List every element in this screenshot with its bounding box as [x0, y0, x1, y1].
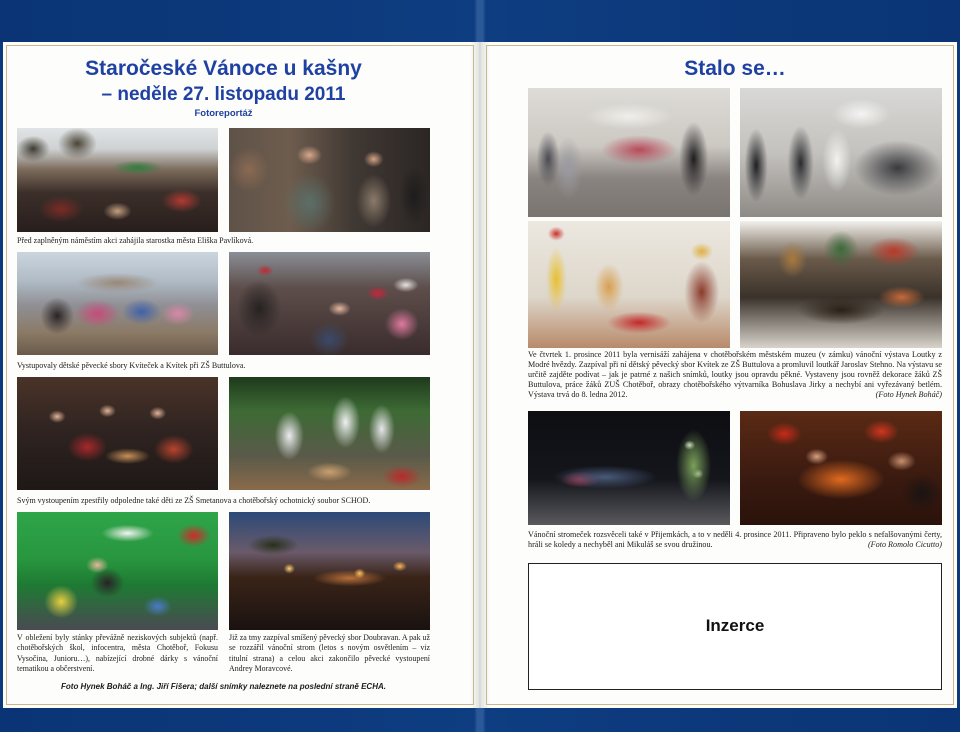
exhibition-text: Ve čtvrtek 1. prosince 2011 byla vernisáží zahájena v chotěbořském městském muzeu (v zámku) vánoční výstava Loutky z Modré hvězdy. Zazpíval při ní dětský pěvecký sbor Kvítek ze ZŠ Buttulova a promluvil loutkář Jaroslav Stehno. Na výstavu se určitě zajděte podívat – jak je patrné z našich snímků, loutky jsou opravdu pěkné. Vystaveny jsou rovněž dekorace žáků ZŠ Buttulova, práce žáků ZUŠ Chotěboř, obrazy chotěbořského výtvarníka Bohuslava Jirky a nechybí ani vyřezávaný betlém. Výstava trvá do 8. ledna 2012.: [528, 350, 942, 399]
left-page-subtitle: – neděle 27. listopadu 2011: [101, 84, 346, 105]
top-blue-band: [0, 0, 960, 42]
photo-tree-lighting: [528, 411, 730, 525]
advertisement-box: [528, 563, 942, 690]
caption-choirs: Vystupovaly dětské pěvecké sbory Kvíteček a Kvítek při ZŠ Buttulova.: [17, 361, 246, 370]
photo-mayor-speech: [229, 128, 430, 232]
caption-opening: Před zaplněným náměstím akci zahájila starostka města Eliška Pavlíková.: [17, 236, 254, 245]
photo-opening-crowd: [17, 128, 218, 232]
photo-devils: [740, 411, 942, 525]
photo-choir-singers: [229, 252, 430, 355]
tree-lighting-credit: (Foto Romolo Cicutto): [867, 539, 942, 549]
tree-lighting-article: [528, 530, 942, 550]
caption-performances: Svým vystoupením zpestřily odpoledne také děti ze ZŠ Smetanova a chotěbořský ochotnický soubor SCHOD.: [17, 496, 371, 505]
photo-nativity-play: [229, 377, 430, 490]
photo-evening-square: [229, 512, 430, 630]
photo-museum-guests: [740, 88, 942, 217]
photo-children-choir: [17, 252, 218, 355]
photo-puppet-scene: [528, 221, 730, 348]
bottom-blue-band: [0, 708, 960, 732]
exhibition-credit: (Foto Hynek Boháč): [875, 389, 942, 399]
photo-market-stalls: [17, 512, 218, 630]
left-page-title: Staročeské Vánoce u kašny: [85, 57, 362, 80]
photo-museum-vernissage: [528, 88, 730, 217]
left-page-kicker: Fotoreportáž: [194, 108, 253, 119]
photo-guitar-children: [17, 377, 218, 490]
caption-evening: Již za tmy zazpíval smíšený pěvecký sbor Doubravan. A pak už se rozzářil vánoční strom (letos s novým osvětlením – viz titulní strana) a celou akci zakončilo pěvecké vystoupení Andrey Moravcové.: [229, 633, 430, 674]
advertisement-label: Inzerce: [705, 616, 765, 635]
caption-stalls: V obležení byly stánky převážně neziskových subjektů (např. chotěbořských škol, infocentra, města Chotěboř, Fokusu Vysočina, Junioru…), nabízející drobné dárky s vánoční tematikou a občerstvení.: [17, 633, 218, 674]
right-page-title: Stalo se…: [684, 57, 786, 80]
exhibition-article: [528, 350, 942, 400]
photo-gingerbread-puppets: [740, 221, 942, 348]
photo-credits: Foto Hynek Boháč a Ing. Jiří Fišera; další snímky naleznete na poslední straně ECHA.: [61, 682, 386, 691]
tree-lighting-text: Vánoční stromeček rozsvěceli také v Přijemkách, a to v neděli 4. prosince 2011. Připraveno bylo peklo s nefalšovanými čerty, hráli se koledy a nechyběl ani Mikuláš se svou družinou.: [528, 530, 942, 549]
